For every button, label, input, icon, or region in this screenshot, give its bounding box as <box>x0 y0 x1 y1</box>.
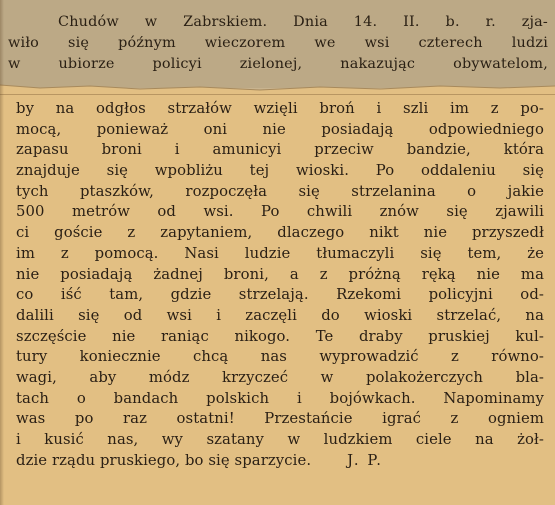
article-line-4: znajduje się wpobliżu tej wioski. Po oddaleniu się <box>16 162 544 180</box>
article-line-7: ci goście z zapytaniem, dlaczego nikt nie przyszedł <box>16 224 544 242</box>
article-line-18 <box>16 451 544 472</box>
author-signature: J. P. <box>347 451 383 469</box>
upper-strip-text <box>8 0 548 75</box>
article-line-17: i kusić nas, wy szatany w ludzkiem ciele na żoł- <box>16 431 544 448</box>
article-line-16: was po raz ostatni! Przestańcie igrać z ogniem <box>16 410 544 428</box>
article-line-1: by na odgłos strzałów wzięli broń i szli im z po- <box>16 100 544 117</box>
article-line-5: tych ptaszków, rozpoczęła się strzelanina o jakie <box>16 182 544 200</box>
closing-sentence: dzie rządu pruskiego, bo się sparzycie. <box>16 451 312 469</box>
article-line-11: dalili się od wsi i zaczęli do wioski strzelać, na <box>16 306 544 324</box>
paper-left-edge-shadow <box>0 0 4 505</box>
article-line-9: nie posiadają żadnej broni, a z próżną ręką nie ma <box>16 265 544 283</box>
article-line-14: wagi, aby módz krzyczeć w polakożerczych bla- <box>16 368 544 386</box>
upper-clipping-strip <box>0 0 555 88</box>
fragment-line-1: Chudów w Zabrskiem. Dnia 14. II. b. r. zja- <box>58 14 548 30</box>
article-line-13: tury koniecznie chcą nas wyprowadzić z równo- <box>16 348 544 366</box>
article-line-3: zapasu broni i amunicyi przeciw bandzie, która <box>16 141 544 159</box>
article-line-8: im z pomocą. Nasi ludzie tłumaczyli się tem, że <box>16 244 544 262</box>
cut-off-line <box>8 0 548 12</box>
article-line-12: szczęście nie raniąc nikogo. Te draby pruskiej kul- <box>16 327 544 345</box>
article-line-10: co iść tam, gdzie strzelają. Rzekomi policyjni od- <box>16 286 544 304</box>
article-line-2: mocą, ponieważ oni nie posiadają odpowiedniego <box>16 120 544 138</box>
article-body <box>16 99 544 471</box>
fragment-line-3: w ubiorze policyi zielonej, nakazując obywatelom, <box>8 56 548 72</box>
fragment-line-2: wiło się późnym wieczorem we wsi czterech ludzi <box>8 35 548 51</box>
article-line-15: tach o bandach polskich i bojówkach. Napominamy <box>16 389 544 407</box>
main-article-clipping <box>0 94 555 505</box>
article-line-6: 500 metrów od wsi. Po chwili znów się zjawili <box>16 203 544 221</box>
